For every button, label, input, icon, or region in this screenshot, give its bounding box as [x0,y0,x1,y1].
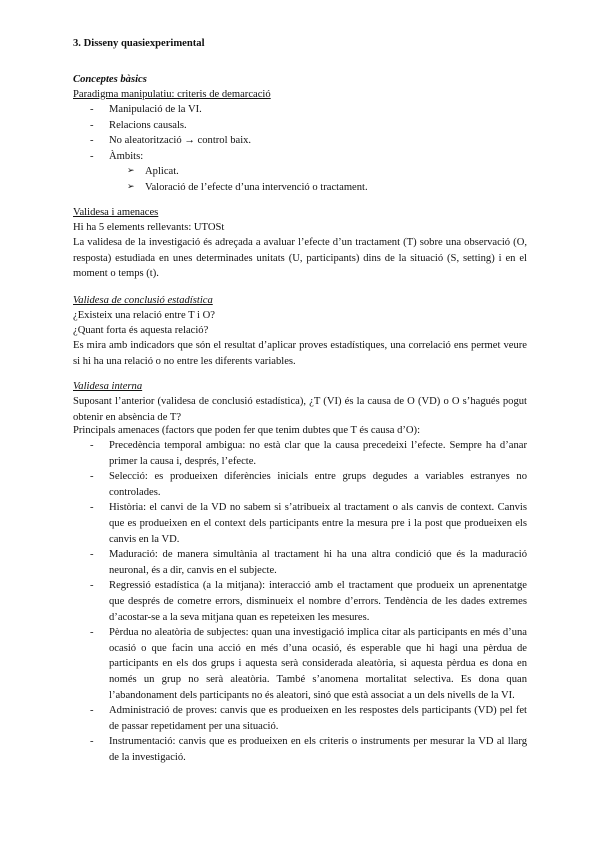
threat-item: - Precedència temporal ambigua: no està clar que la causa precedeixi l’efecte. Sempre ha d’anar primer la causa i, després, l’efecte. [73,438,527,469]
list-item: - Relacions causals. [73,118,527,134]
threat-item: - Maduració: de manera simultània al tractament hi ha una altra condició que és la maduració neuronal, és a dir, canvis en el subjecte. [73,547,527,578]
statistical-question-1: ¿Existeix una relació entre T i O? [73,310,215,321]
list-item: - No aleatorització → control baix. [73,133,527,149]
list-item [73,149,527,196]
basics-heading: Conceptes bàsics [73,74,147,85]
validity-elements: Hi ha 5 elements rellevants: UTOSt [73,222,225,233]
threat-item: - Regressió estadística (a la mitjana): interacció amb el tractament que produeix un aprenentatge que després de cometre errors, disminueix el nombre d’errors. Tendència de les dades extremes d’acostar-se a la seva mitjana quan es repeteixen les mesures. [73,578,527,625]
sub-list-item: ➢ Valoració de l’efecte d’una intervenció o tractament. [109,180,527,196]
threats-list [73,438,527,765]
validity-heading: Validesa i amenaces [73,207,159,218]
threat-item: - Pèrdua no aleatòria de subjectes: quan una investigació implica citar als participants en més d’una ocasió o que facin una acció en més d’una ocasió, és esperable que hi hagi una pèrdua de participants en els dos grups i aquesta serà considerada aleatòria, si aquesta pèrdua es dona en només un grup no serà aleatòria. També s’anomena mortalitat selectiva. Es dona quan l’abandonament dels participants no és aleatori, sinó que està associat a un dels nivells de la VI. [73,625,527,703]
threat-item: - Història: el canvi de la VD no sabem si s’atribueix al tractament o als canvis de context. Canvis que es produeixen en el context dels participants entre la mesura pre i la post que produeixen els canvis en la VD. [73,500,527,547]
ambits-sublist [109,164,527,195]
threats-intro: Principals amenaces (factors que poden fer que tenim dubtes que T és causa d’O): [73,425,421,436]
section-title: 3. Disseny quasiexperimental [73,38,205,49]
internal-intro: Suposant l’anterior (validesa de conclusió estadística), ¿T (VI) és la causa de O (VD) o O s’hagués pogut obtenir en absència de T? [73,396,527,423]
statistical-heading: Validesa de conclusió estadística [73,295,213,306]
threat-item: - Administració de proves: canvis que es produeixen en les respostes dels participants (VD) pel fet de passar repetidament per una situació. [73,703,527,734]
statistical-paragraph: Es mira amb indicadors que són el resultat d’aplicar proves estadístiques, una correlació ens permet veure si hi ha una relació o no entre les diferents variables. [73,340,527,367]
threat-item: - Selecció: es produeixen diferències inicials entre grups degudes a variables estranyes no controlades. [73,469,527,500]
validity-paragraph: La validesa de la investigació és adreçada a avaluar l’efecte d’un tractament (T) sobre una observació (O, resposta) estudiada en unes determinades unitats (U, participants) dins de la situació (S, setting) i en el moment o temps (t). [73,237,527,280]
paradigm-title: Paradigma manipulatiu: criteris de demarcació [73,89,271,100]
internal-heading: Validesa interna [73,381,143,392]
list-item-label: Àmbits: [109,150,144,162]
basics-list [73,102,527,196]
statistical-question-2: ¿Quant forta és aquesta relació? [73,325,209,336]
list-item: - Manipulació de la VI. [73,102,527,118]
threat-item: - Instrumentació: canvis que es produeixen en els criteris o instruments per mesurar la VD al llarg de la investigació. [73,734,527,765]
sub-list-item: ➢ Aplicat. [109,164,527,180]
